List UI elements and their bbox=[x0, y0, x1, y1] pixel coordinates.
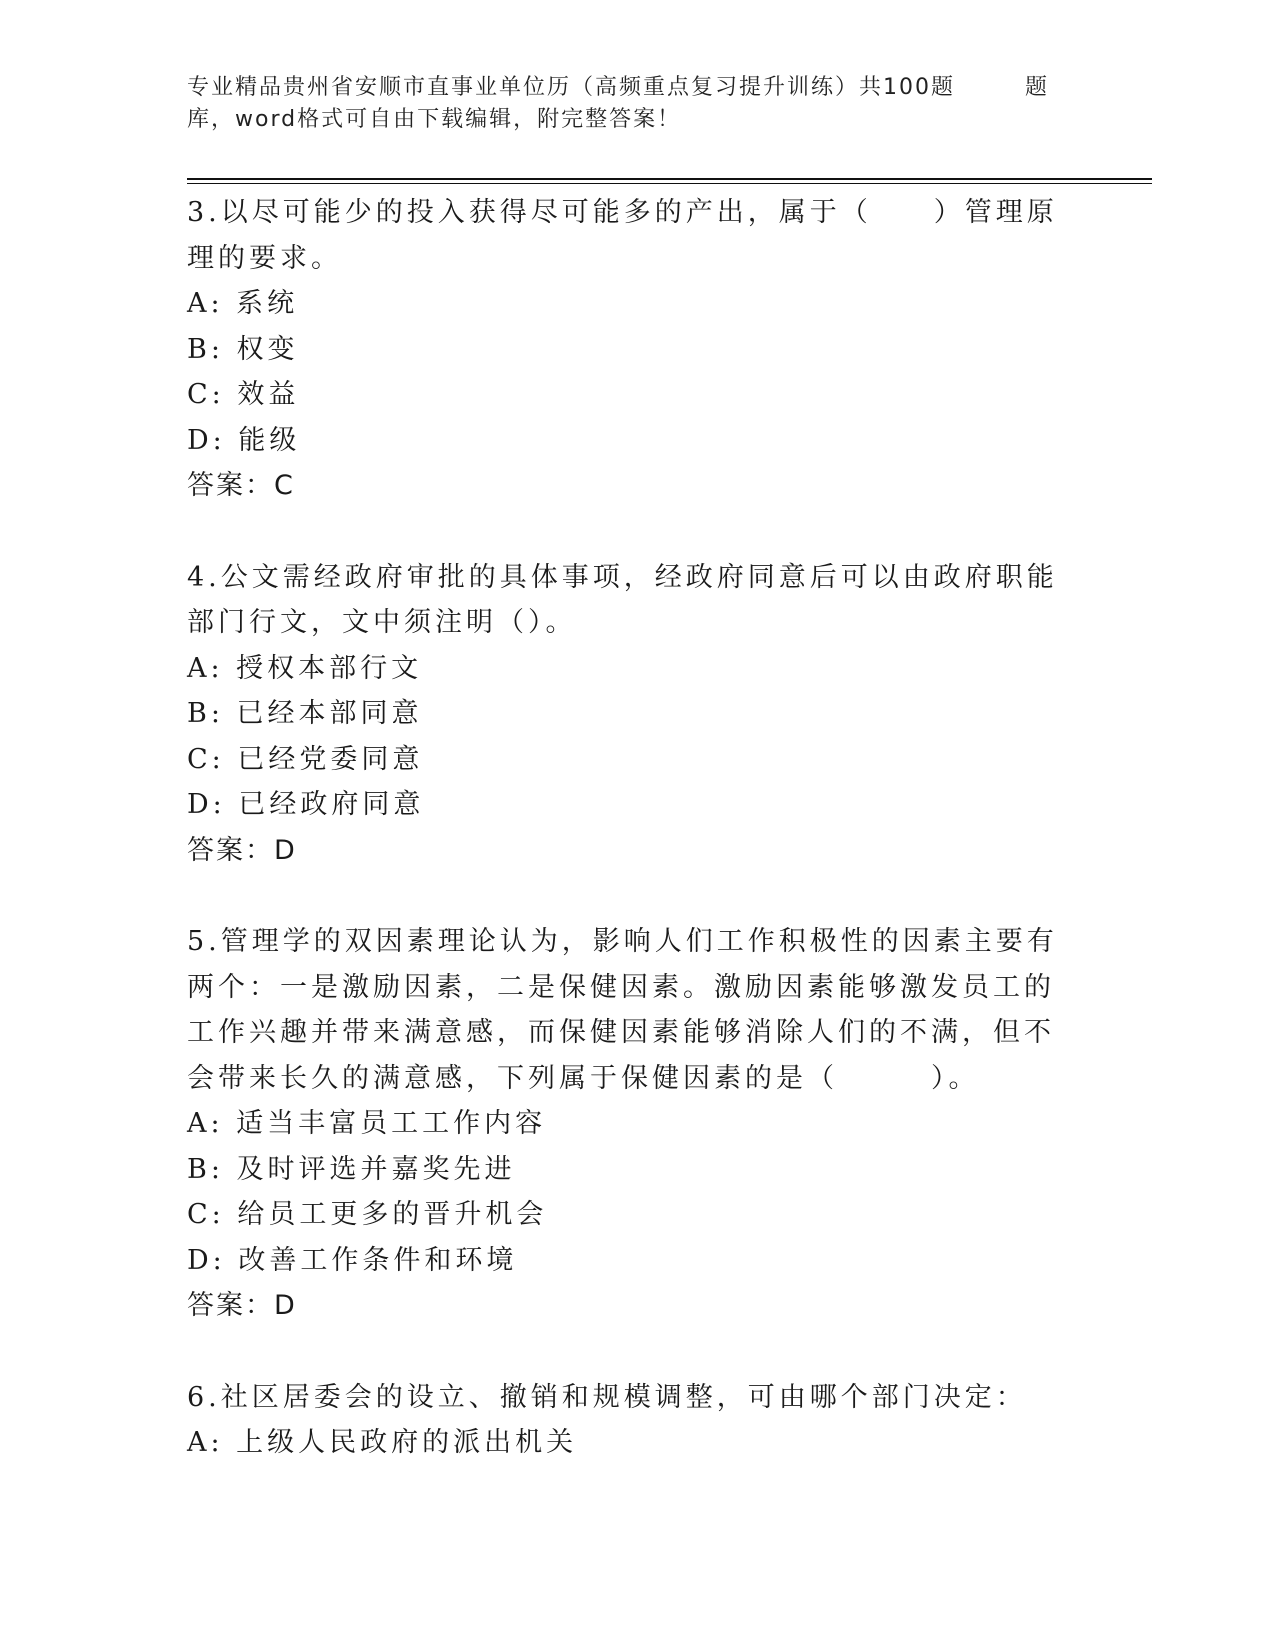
header-title-tail: 题 bbox=[1025, 75, 1050, 100]
header-divider-thick bbox=[187, 178, 1152, 180]
option-a: A: 系统 bbox=[187, 288, 299, 319]
option-c: C: 已经党委同意 bbox=[187, 743, 424, 775]
question-stem: 5.管理学的双因素理论认为，影响人们工作积极性的因素主要有两个：一是激励因素，二是保健因素。激励因素能够激发员工的工作兴趣并带来满意感，而保健因素能够消除人们的不满，但不会带来长久的满意感，下列属于保健因素的是（ ）。 bbox=[187, 926, 1058, 1094]
option-a: A: 上级人民政府的派出机关 bbox=[187, 1427, 578, 1458]
header-title: 专业精品贵州省安顺市直事业单位历（高频重点复习提升训练）共100题 bbox=[187, 75, 955, 100]
header-divider-thin bbox=[187, 183, 1152, 184]
header-line-1 bbox=[187, 72, 1087, 104]
answer-line: 答案：D bbox=[187, 1290, 297, 1321]
option-c: C: 效益 bbox=[187, 379, 300, 410]
option-a: A: 授权本部行文 bbox=[187, 652, 423, 684]
option-d: D: 能级 bbox=[187, 424, 301, 456]
question-5 bbox=[187, 919, 1067, 1329]
document-header bbox=[187, 72, 1087, 136]
answer-line: 答案：D bbox=[187, 834, 297, 866]
question-stem: 4.公文需经政府审批的具体事项，经政府同意后可以由政府职能部门行文，文中须注明（）。 bbox=[187, 561, 1058, 638]
question-4 bbox=[187, 555, 1067, 874]
option-b: B: 已经本部同意 bbox=[187, 698, 423, 729]
question-6 bbox=[187, 1375, 1067, 1466]
question-stem: 3.以尽可能少的投入获得尽可能多的产出，属于（ ）管理原理的要求。 bbox=[187, 197, 1058, 274]
option-b: B: 权变 bbox=[187, 333, 299, 365]
option-c: C: 给员工更多的晋升机会 bbox=[187, 1199, 548, 1230]
question-list bbox=[187, 190, 1067, 1512]
header-line-2: 库，word格式可自由下载编辑，附完整答案！ bbox=[187, 107, 682, 132]
option-d: D: 改善工作条件和环境 bbox=[187, 1244, 518, 1276]
option-a: A: 适当丰富员工工作内容 bbox=[187, 1108, 547, 1139]
option-d: D: 已经政府同意 bbox=[187, 789, 425, 820]
option-b: B: 及时评选并嘉奖先进 bbox=[187, 1153, 516, 1185]
question-3 bbox=[187, 190, 1067, 509]
question-stem: 6.社区居委会的设立、撤销和规模调整，可由哪个部门决定： bbox=[187, 1381, 1027, 1413]
answer-line: 答案：C bbox=[187, 470, 295, 501]
